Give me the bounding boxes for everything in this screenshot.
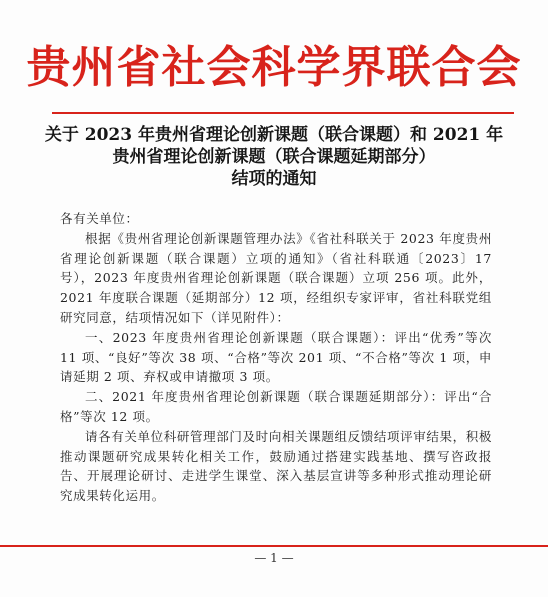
title-line-2: 贵州省理论创新课题（联合课题延期部分）: [112, 147, 436, 167]
document-body: [60, 209, 492, 506]
organization-header: 贵州省社会科学界联合会: [26, 42, 522, 93]
header-red-rule: [52, 112, 514, 114]
footer-red-rule: [0, 545, 548, 547]
page-number: — 1 —: [254, 551, 294, 565]
paragraph-item-one: 一、2023 年度贵州省理论创新课题（联合课题）：评出“优秀”等次 11 项、“良好”等次 38 项、“合格”等次 201 项、“不合格”等次 1 项，申请延期 2 项、弃权或申请撤项 3 项。: [60, 329, 492, 385]
salutation: 各有关单位：: [60, 211, 139, 226]
title-line-3: 结项的通知: [231, 169, 317, 189]
paragraph-request: 请各有关单位科研管理部门及时向相关课题组反馈结项评审结果，积极推动课题研究成果转化相关工作，鼓励通过搭建实践基地、撰写咨政报告、开展理论研讨、走进学生课堂、深入基层宣讲等多种形式推动理论研究成果转化运用。: [60, 428, 492, 504]
title-line-1: 关于 2023 年贵州省理论创新课题（联合课题）和 2021 年: [44, 125, 504, 145]
document-title: [0, 124, 548, 190]
paragraph-basis: 根据《贵州省理论创新课题管理办法》《省社科联关于 2023 年度贵州省理论创新课题（联合课题）立项的通知》（省社科联通〔2023〕17 号），2023 年度贵州省理论创新课题（联合课题）立项 256 项。此外，2021 年度联合课题（延期部分）12 项，经组织专家评审，省社科联党组研究同意，结项情况如下（详见附件）：: [60, 230, 492, 325]
paragraph-item-two: 二、2021 年度贵州省理论创新课题（联合课题延期部分）：评出“合格”等次 12 项。: [60, 389, 492, 424]
